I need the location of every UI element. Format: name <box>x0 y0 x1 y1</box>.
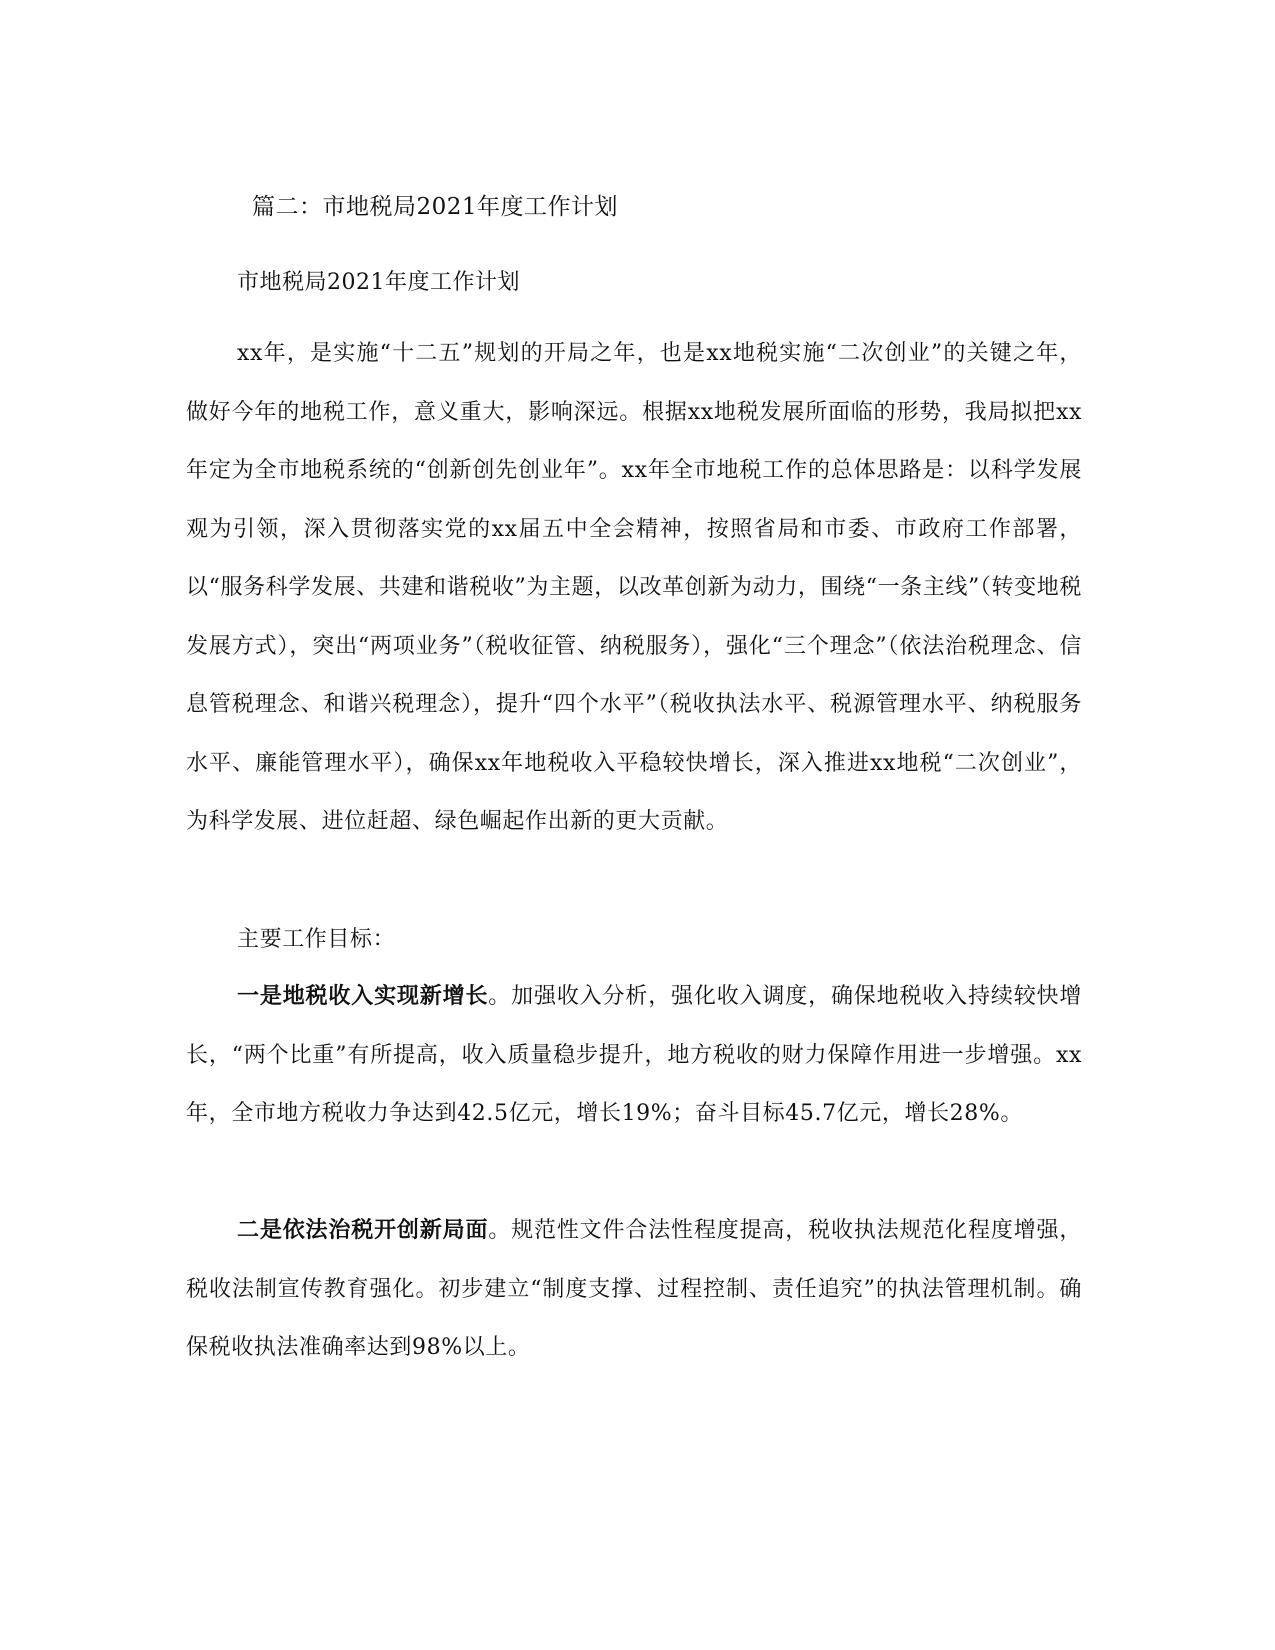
goal-body-text: 。规范性文件合法性程度提高，税收执法规范化程度增强，税收法制宣传教育强化。初步建立“制度支撑、过程控制、责任追究”的执法管理机制。确保税收执法准确率达到98%以上。 <box>186 1218 1082 1360</box>
document-heading: 篇二：市地税局2021年度工作计划 <box>252 194 619 220</box>
goal-lead-text: 一是地税收入实现新增长 <box>237 983 489 1009</box>
goal-lead-text: 二是依法治税开创新局面 <box>237 1217 489 1243</box>
goal-body-text: 。加强收入分析，强化收入调度，确保地税收入持续较快增长，“两个比重”有所提高，收入质量稳步提升，地方税收的财力保障作用进一步增强。xx年，全市地方税收力争达到42.5亿元，增长19%；奋斗目标45.7亿元，增长28%。 <box>186 984 1082 1126</box>
goal-paragraph <box>186 1201 1082 1378</box>
goals-label: 主要工作目标： <box>237 927 396 952</box>
document-subtitle: 市地税局2021年度工作计划 <box>237 270 520 295</box>
goal-paragraph <box>186 967 1082 1144</box>
intro-paragraph: xx年，是实施“十二五”规划的开局之年，也是xx地税实施“二次创业”的关键之年，做好今年的地税工作，意义重大，影响深远。根据xx地税发展所面临的形势，我局拟把xx年定为全市地税系统的“创新创先创业年”。xx年全市地税工作的总体思路是：以科学发展观为引领，深入贯彻落实党的xx届五中全会精神，按照省局和市委、市政府工作部署，以“服务科学发展、共建和谐税收”为主题，以改革创新为动力，围绕“一条主线”（转变地税发展方式），突出“两项业务”（税收征管、纳税服务），强化“三个理念”（依法治税理念、信息管税理念、和谐兴税理念），提升“四个水平”（税收执法水平、税源管理水平、纳税服务水平、廉能管理水平），确保xx年地税收入平稳较快增长，深入推进xx地税“二次创业”，为科学发展、进位赶超、绿色崛起作出新的更大贡献。 <box>186 341 1082 834</box>
